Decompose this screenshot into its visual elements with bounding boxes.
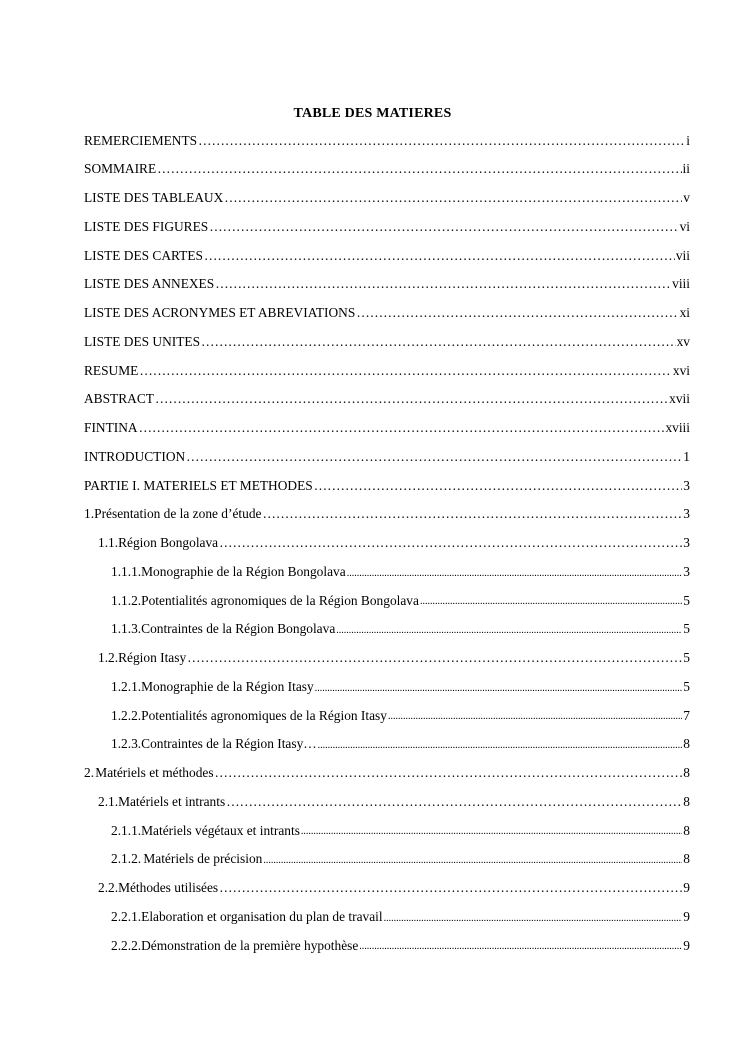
- dot-leader: [155, 392, 668, 405]
- toc-entry[interactable]: [84, 529, 690, 558]
- dot-leader: [139, 364, 672, 377]
- toc-entry[interactable]: [84, 787, 690, 816]
- toc-entry-page: xviii: [665, 420, 690, 436]
- toc-entry-page: 5: [683, 678, 690, 694]
- toc-entry-label: Contraintes de la Région Bongolava: [141, 621, 336, 637]
- dot-leader: [215, 277, 671, 290]
- toc-entry-number: 1.2.2.: [111, 707, 142, 723]
- toc-entry[interactable]: [84, 845, 690, 874]
- toc-entry-label: Matériels de précision: [143, 851, 263, 867]
- toc-entry-page: 3: [683, 535, 690, 551]
- toc-entry-number: 2.: [84, 765, 95, 781]
- toc-entry-label: REMERCIEMENTS: [84, 132, 198, 148]
- dot-leader: [139, 421, 665, 434]
- toc-entry-label: Présentation de la zone d’étude: [94, 506, 262, 522]
- dot-leader: [215, 766, 683, 779]
- toc-entry[interactable]: [84, 212, 690, 241]
- dot-leader: [209, 220, 678, 233]
- toc-entry[interactable]: [84, 557, 690, 586]
- toc-entry-label: LISTE DES ANNEXES: [84, 276, 215, 292]
- toc-entry-label: Elaboration et organisation du plan de travail: [141, 908, 383, 924]
- toc-entry-page: 5: [683, 592, 690, 608]
- toc-entry-label: LISTE DES FIGURES: [84, 218, 209, 234]
- toc-entry-page: ii: [682, 161, 690, 177]
- toc-entry-page: 8: [683, 851, 690, 867]
- dot-leader: [347, 565, 683, 579]
- toc-entry-page: 8: [683, 736, 690, 752]
- toc-entry-number: 2.2.2.: [111, 937, 142, 953]
- toc-entry-number: 1.1.3.: [111, 621, 142, 637]
- toc-entry-page: v: [683, 190, 690, 206]
- toc-entry[interactable]: [84, 500, 690, 529]
- toc-entry[interactable]: [84, 414, 690, 443]
- table-of-contents: [84, 126, 690, 960]
- toc-entry-page: 9: [683, 880, 690, 896]
- toc-entry[interactable]: [84, 615, 690, 644]
- dot-leader: [314, 479, 683, 492]
- dot-leader: [198, 134, 685, 147]
- toc-entry[interactable]: [84, 816, 690, 845]
- toc-entry-page: vii: [675, 247, 690, 263]
- toc-entry-label: LISTE DES TABLEAUX: [84, 190, 224, 206]
- toc-entry[interactable]: [84, 299, 690, 328]
- toc-entry-page: i: [686, 132, 690, 148]
- toc-entry-label: 2.1.Matériels et intrants: [98, 793, 226, 809]
- dot-leader: [263, 852, 682, 866]
- toc-entry-label: 2.2.Méthodes utilisées: [98, 880, 219, 896]
- dot-leader: [336, 622, 682, 636]
- dot-leader: [187, 651, 682, 664]
- toc-entry[interactable]: [84, 672, 690, 701]
- dot-leader: [315, 680, 683, 694]
- dot-leader: [201, 335, 676, 348]
- toc-entry-number: 2.1.1.: [111, 822, 142, 838]
- dot-leader: [204, 249, 675, 262]
- toc-entry-label: Démonstration de la première hypothèse: [141, 937, 359, 953]
- toc-entry[interactable]: [84, 730, 690, 759]
- toc-entry-page: 3: [683, 477, 690, 493]
- dot-leader: [384, 910, 683, 924]
- toc-entry-label: Matériels et méthodes: [95, 765, 214, 781]
- dot-leader: [226, 795, 682, 808]
- toc-entry-page: 8: [683, 822, 690, 838]
- toc-entry-page: 3: [683, 506, 690, 522]
- toc-entry-page: xvii: [669, 391, 690, 407]
- toc-entry[interactable]: [84, 241, 690, 270]
- toc-entry-label: RESUME: [84, 362, 139, 378]
- toc-entry[interactable]: [84, 931, 690, 960]
- toc-entry-number: 2.2.1.: [111, 908, 142, 924]
- page-title: TABLE DES MATIERES: [293, 106, 452, 121]
- dot-leader: [219, 881, 682, 894]
- toc-entry-number: 1.: [84, 506, 95, 522]
- toc-entry-page: viii: [672, 276, 690, 292]
- toc-entry-label: INTRODUCTION: [84, 448, 186, 464]
- toc-entry-page: xvi: [672, 362, 690, 378]
- toc-entry-label: Matériels végétaux et intrants: [141, 822, 300, 838]
- dot-leader: [420, 593, 682, 607]
- toc-entry[interactable]: [84, 874, 690, 903]
- toc-entry-page: 8: [683, 765, 690, 781]
- toc-entry-label: ABSTRACT: [84, 391, 154, 407]
- toc-entry[interactable]: [84, 270, 690, 299]
- toc-entry-label: Monographie de la Région Itasy: [141, 678, 314, 694]
- toc-entry-label: LISTE DES ACRONYMES ET ABREVIATIONS: [84, 305, 356, 321]
- toc-entry-label: Contraintes de la Région Itasy…: [141, 736, 317, 752]
- toc-entry[interactable]: [84, 442, 690, 471]
- toc-entry-number: 1.1.2.: [111, 592, 142, 608]
- toc-entry-page: 3: [683, 563, 690, 579]
- dot-leader: [359, 938, 682, 952]
- toc-entry-page: 7: [683, 707, 690, 723]
- toc-entry[interactable]: [84, 644, 690, 673]
- dot-leader: [219, 536, 682, 549]
- toc-entry-number: 1.2.3.: [111, 736, 142, 752]
- toc-entry-label: Monographie de la Région Bongolava: [141, 563, 346, 579]
- dot-leader: [388, 708, 682, 722]
- dot-leader: [262, 507, 682, 520]
- dot-leader: [224, 191, 682, 204]
- toc-entry-page: xv: [676, 333, 690, 349]
- toc-entry-number: 1.2.1.: [111, 678, 142, 694]
- toc-entry-page: 9: [683, 937, 690, 953]
- toc-entry-label: SOMMAIRE: [84, 161, 157, 177]
- toc-entry-page: 5: [683, 650, 690, 666]
- toc-entry-label: FINTINA: [84, 420, 138, 436]
- toc-entry[interactable]: [84, 701, 690, 730]
- toc-entry[interactable]: [84, 471, 690, 500]
- toc-entry-label: PARTIE I. MATERIELS ET METHODES: [84, 477, 313, 493]
- toc-entry[interactable]: [84, 385, 690, 414]
- toc-entry[interactable]: [84, 586, 690, 615]
- toc-entry-page: xi: [679, 305, 690, 321]
- dot-leader: [186, 450, 682, 463]
- toc-entry[interactable]: [84, 759, 690, 788]
- toc-entry[interactable]: [84, 356, 690, 385]
- dot-leader: [356, 306, 678, 319]
- toc-entry-page: 5: [683, 621, 690, 637]
- toc-entry-label: 1.2.Région Itasy: [98, 650, 187, 666]
- toc-entry-number: 2.1.2.: [111, 851, 142, 867]
- toc-entry[interactable]: [84, 902, 690, 931]
- toc-entry[interactable]: [84, 155, 690, 184]
- toc-entry[interactable]: [84, 184, 690, 213]
- toc-entry-label: LISTE DES CARTES: [84, 247, 203, 263]
- toc-entry-page: 9: [683, 908, 690, 924]
- toc-entry-label: Potentialités agronomiques de la Région Itasy: [141, 707, 387, 723]
- toc-entry[interactable]: [84, 126, 690, 155]
- toc-entry-page: vi: [679, 218, 690, 234]
- toc-entry-label: 1.1.Région Bongolava: [98, 535, 219, 551]
- dot-leader: [301, 823, 682, 837]
- toc-entry-page: 1: [683, 448, 690, 464]
- toc-entry[interactable]: [84, 327, 690, 356]
- toc-entry-label: Potentialités agronomiques de la Région Bongolava: [141, 592, 419, 608]
- dot-leader: [318, 737, 683, 751]
- toc-entry-number: 1.1.1.: [111, 563, 142, 579]
- dot-leader: [157, 162, 681, 175]
- toc-entry-page: 8: [683, 793, 690, 809]
- toc-entry-label: LISTE DES UNITES: [84, 333, 201, 349]
